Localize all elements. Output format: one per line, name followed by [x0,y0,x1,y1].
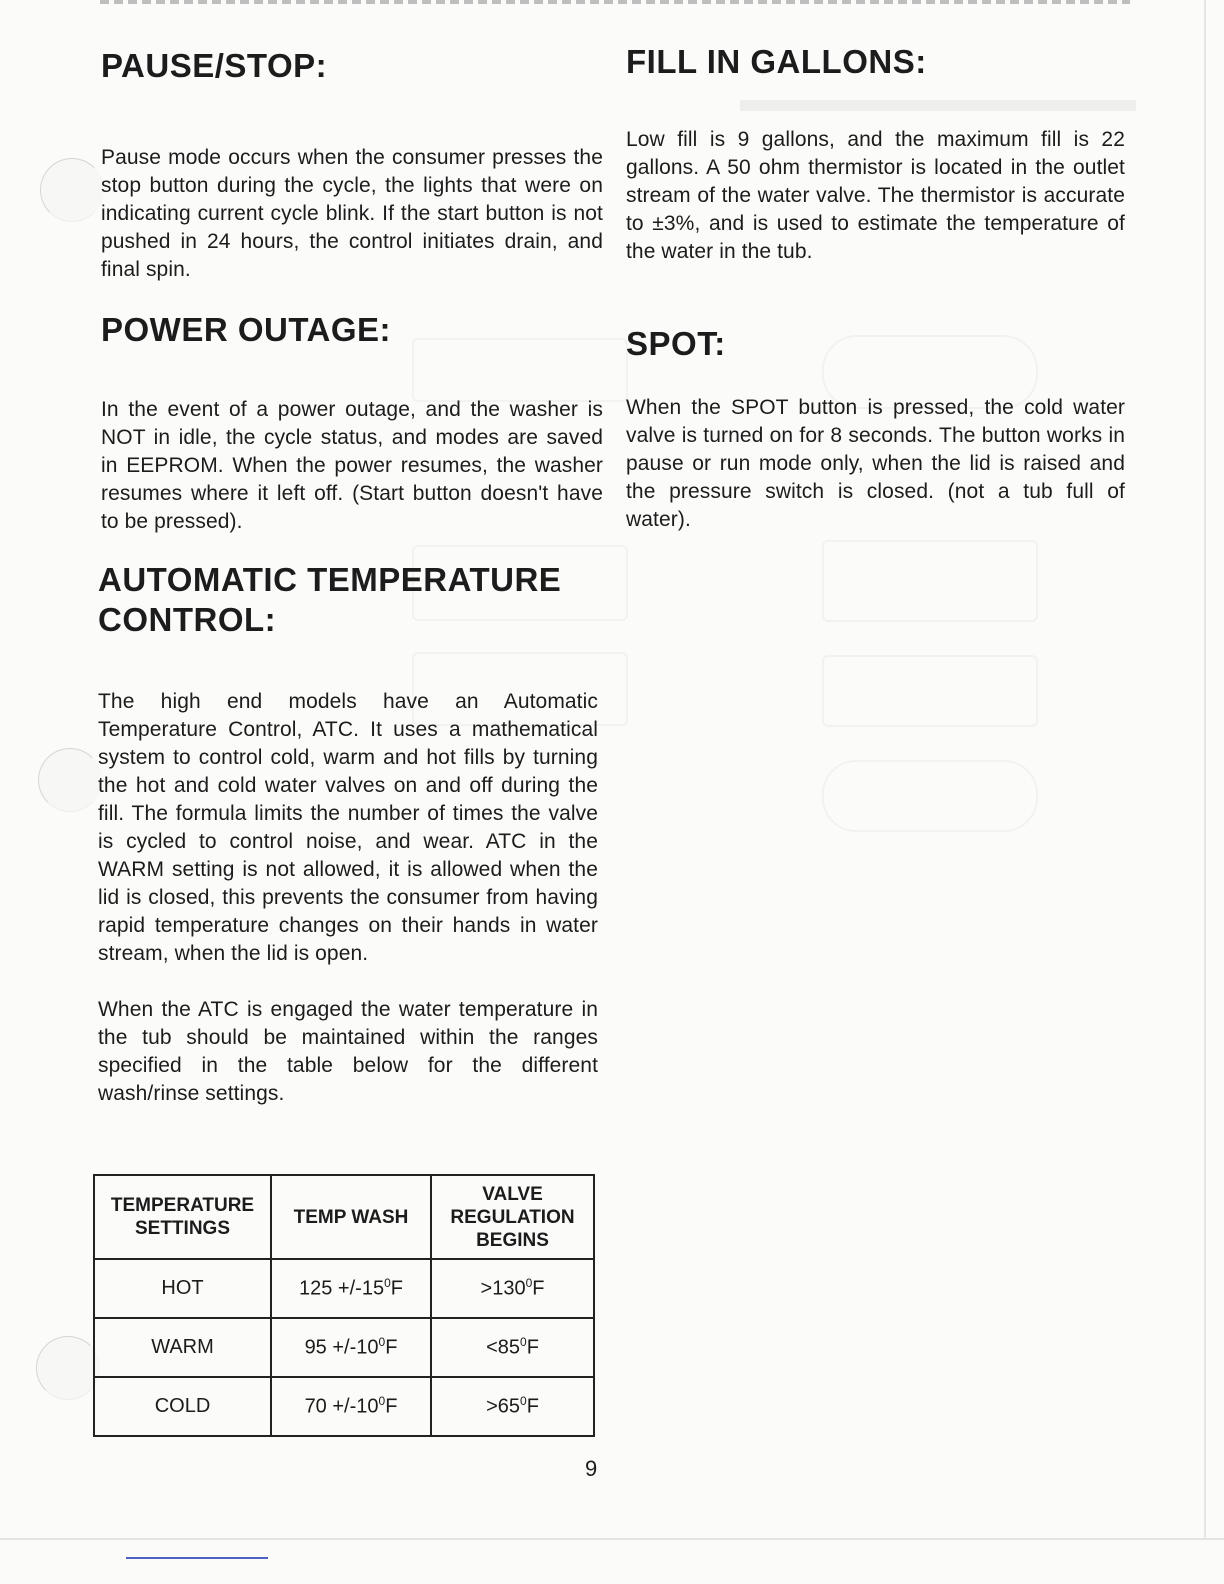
page-edge [1204,0,1206,1540]
right-column [626,42,1125,266]
punch-hole [40,158,104,222]
left-column [98,560,598,1108]
wash-temp-cell: $70 +/-10^0F$ [271,1377,431,1436]
setting-cell: WARM [94,1318,271,1377]
section-heading-pause: PAUSE/STOP: [101,47,328,84]
bleed-through [822,760,1038,832]
spot-paragraph: When the SPOT button is pressed, the cold water valve is turned on for 8 seconds. The button works in pause or run mode only, when the lid is raised and the pressure switch is closed. (not a tub full of water). [626,396,1125,531]
scan-underline-artifact [126,1557,268,1559]
page-edge [0,1538,1224,1540]
valve-temp-cell: $<85^0F$ [431,1318,594,1377]
valve-temp-cell: $>130^0F$ [431,1259,594,1318]
table-header-row [94,1175,594,1259]
column-header-temp-wash: TEMP WASH [271,1175,431,1259]
bleed-through [822,655,1038,727]
atc-heading-line: CONTROL: [98,601,277,638]
column-header-valve-regulation: VALVE REGULATION BEGINS [431,1175,594,1259]
table-row [94,1259,594,1318]
punch-hole [38,748,102,812]
setting-cell: HOT [94,1259,271,1318]
column-header-settings: TEMPERATURE SETTINGS [94,1175,271,1259]
section-heading-fill: FILL IN GALLONS: [626,43,927,80]
bleed-through [822,540,1038,622]
section-heading-spot: SPOT: [626,325,726,362]
valve-temp-cell: $>65^0F$ [431,1377,594,1436]
power-outage-paragraph: In the event of a power outage, and the washer is NOT in idle, the cycle status, and modes are saved in EEPROM. When the power resumes, the washer resumes where it left off. (Start button doesn't have to be pressed). [101,398,603,533]
scan-edge-artifact [100,0,1130,4]
wash-temp-cell: $95 +/-10^0F$ [271,1318,431,1377]
left-column [101,46,603,284]
punch-hole [36,1336,100,1400]
section-heading-power-outage: POWER OUTAGE: [101,311,392,348]
right-column [626,324,1125,534]
table-row [94,1318,594,1377]
atc-paragraph: The high end models have an Automatic Temperature Control, ATC. It uses a mathematical system to control cold, warm and hot fills by turning the hot and cold water valves on and off during the fill. The formula limits the number of times the valve is cycled to control noise, and wear. ATC in the WARM setting is not allowed, it is allowed when the lid is closed, this prevents the consumer from having rapid temperature changes on their hands in water stream, when the lid is open. [98,690,598,965]
left-column [101,310,603,536]
bleed-through: ▬▬▬▬▬▬▬▬▬▬▬ [740,78,1136,119]
table-row [94,1377,594,1436]
temperature-table [93,1174,595,1437]
atc-engaged-paragraph: When the ATC is engaged the water temperature in the tub should be maintained within the ranges specified in the table below for the different wash/rinse settings. [98,998,598,1105]
wash-temp-cell: $125 +/-15^0F$ [271,1259,431,1318]
setting-cell: COLD [94,1377,271,1436]
fill-paragraph: Low fill is 9 gallons, and the maximum fill is 22 gallons. A 50 ohm thermistor is located in the outlet stream of the water valve. The thermistor is accurate to ±3%, and is used to estimate the temperature of the water in the tub. [626,128,1125,263]
page-number: 9 [585,1456,598,1481]
pause-paragraph: Pause mode occurs when the consumer presses the stop button during the cycle, the lights that were on indicating current cycle blink. If the start button is not pushed in 24 hours, the control initiates drain, and final spin. [101,146,603,281]
section-heading-atc [98,560,598,640]
atc-heading-line: AUTOMATIC TEMPERATURE [98,561,562,598]
